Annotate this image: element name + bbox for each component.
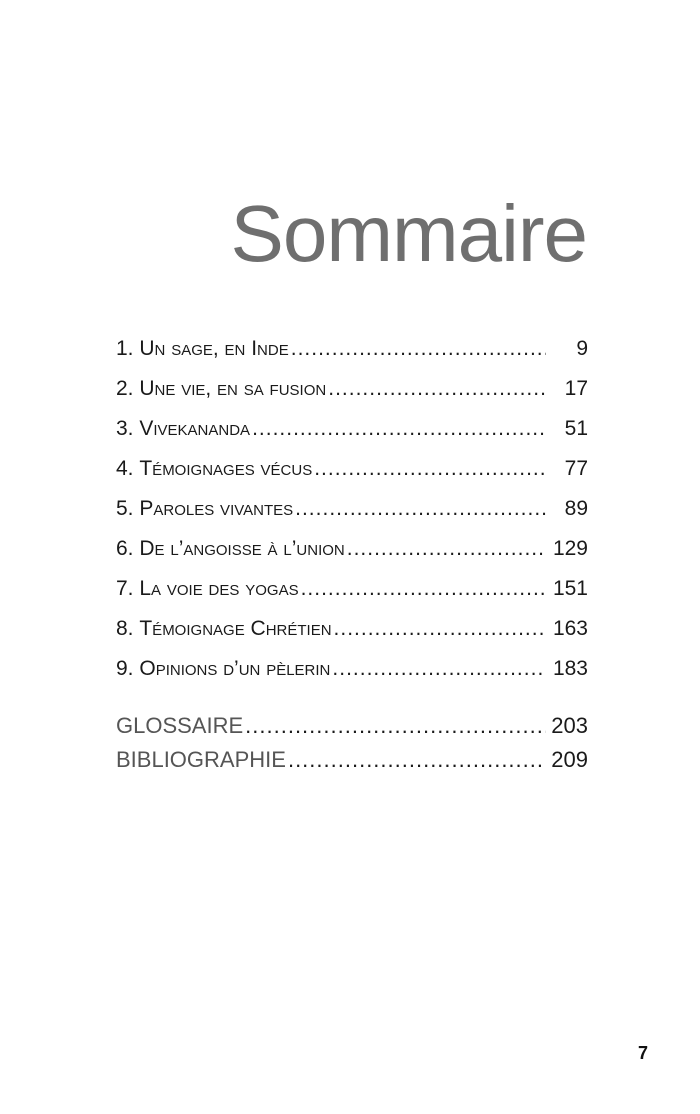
toc-spacer: [116, 689, 588, 709]
toc-entry-page: 17: [564, 377, 588, 400]
toc-entry-label: Témoignages vécus: [139, 457, 313, 480]
toc-entry: [116, 409, 588, 449]
toc-entry-label: Opinions d’un pèlerin: [139, 657, 331, 680]
dot-leader: [252, 409, 546, 449]
toc-entry-number: 9.: [116, 657, 140, 680]
dot-leader: [334, 609, 546, 649]
toc-entry-page: 77: [564, 457, 588, 480]
dot-leader: [245, 709, 546, 743]
toc-entry: [116, 369, 588, 409]
toc-entry-label: BIBLIOGRAPHIE: [116, 747, 286, 772]
toc-entry-number: 7.: [116, 577, 140, 600]
toc-entry: [116, 569, 588, 609]
toc-entry: [116, 489, 588, 529]
toc-entry-label: De l’angoisse à l’union: [139, 537, 345, 560]
dot-leader: [301, 569, 546, 609]
toc-entry: [116, 649, 588, 689]
dot-leader: [347, 529, 546, 569]
toc-back-matter-entry: [116, 709, 588, 743]
table-of-contents: [116, 329, 588, 777]
page-title: Sommaire: [230, 188, 587, 278]
toc-entry: [116, 329, 588, 369]
dot-leader: [288, 743, 546, 777]
page-number: 7: [637, 1043, 648, 1063]
toc-entry-label: Un sage, en Inde: [139, 337, 289, 360]
toc-entry-label: Témoignage Chrétien: [139, 617, 332, 640]
toc-entry-label: Paroles vivantes: [139, 497, 294, 520]
toc-entry-page: 163: [552, 617, 588, 640]
toc-entry-number: 4.: [116, 457, 140, 480]
toc-back-matter-entry: [116, 743, 588, 777]
toc-entry-label: Vivekananda: [139, 417, 251, 440]
dot-leader: [328, 369, 546, 409]
toc-entry-number: 6.: [116, 537, 140, 560]
toc-entry-page: 129: [552, 537, 588, 560]
dot-leader: [295, 489, 546, 529]
toc-entry-page: 51: [564, 417, 588, 440]
toc-entry-number: 3.: [116, 417, 140, 440]
toc-entry: [116, 449, 588, 489]
toc-entry-page: 203: [551, 713, 588, 738]
toc-entry-number: 1.: [116, 337, 140, 360]
toc-entry-page: 89: [564, 497, 588, 520]
toc-entry-page: 209: [551, 747, 588, 772]
toc-entry-label: GLOSSAIRE: [116, 713, 244, 738]
toc-entry-page: 151: [552, 577, 588, 600]
dot-leader: [291, 329, 546, 369]
toc-entry-page: 9: [576, 337, 588, 360]
toc-entry: [116, 529, 588, 569]
dot-leader: [314, 449, 546, 489]
toc-entry-number: 2.: [116, 377, 140, 400]
dot-leader: [332, 649, 546, 689]
toc-entry: [116, 609, 588, 649]
toc-entry-number: 8.: [116, 617, 140, 640]
toc-entry-label: La voie des yogas: [139, 577, 299, 600]
toc-entry-number: 5.: [116, 497, 140, 520]
toc-entry-page: 183: [552, 657, 588, 680]
toc-entry-label: Une vie, en sa fusion: [139, 377, 327, 400]
